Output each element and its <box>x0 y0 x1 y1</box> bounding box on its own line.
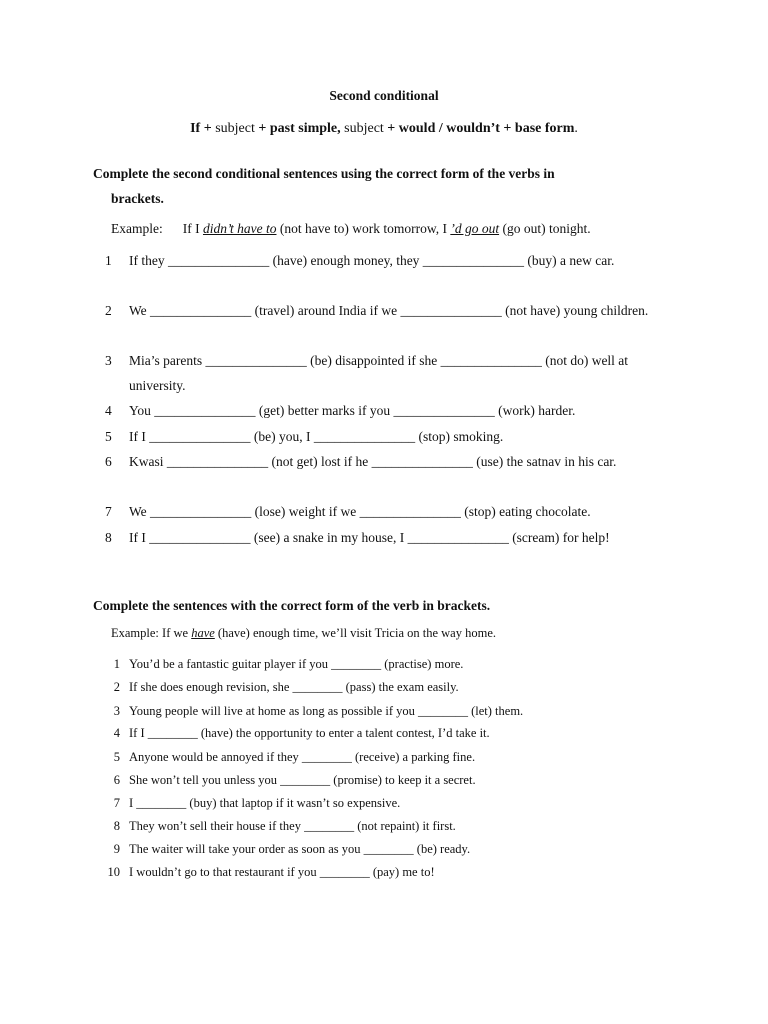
item-number: 3 <box>113 704 120 718</box>
section1-example-answer2: ’d go out <box>450 221 500 236</box>
item-number: 7 <box>105 504 112 519</box>
item-number: 8 <box>113 819 120 833</box>
item-text: Kwasi _______________ (not get) lost if he _______________ (use) the satnav in his car. <box>129 454 617 469</box>
section2-example <box>111 626 496 641</box>
item-number: 1 <box>113 657 120 671</box>
item-number: 6 <box>113 773 120 787</box>
item-number: 2 <box>105 303 112 318</box>
item-text: I ________ (buy) that laptop if it wasn’t so expensive. <box>129 796 401 810</box>
item-text: If I _______________ (be) you, I _______________ (stop) smoking. <box>129 429 504 444</box>
formula-subject-1: subject <box>211 121 259 136</box>
section2-instruction: Complete the sentences with the correct form of the verb in brackets. <box>93 598 491 613</box>
item-text: Mia’s parents _______________ (be) disappointed if she _______________ (not do) well at university. <box>129 353 629 393</box>
item-text: If she does enough revision, she ________ (pass) the exam easily. <box>129 680 459 694</box>
item-number: 5 <box>105 429 112 444</box>
formula-line <box>0 121 768 137</box>
item-text: If I ________ (have) the opportunity to enter a talent contest, I’d take it. <box>129 726 490 740</box>
item-number: 6 <box>105 454 112 469</box>
section1-instruction-line2: brackets. <box>111 191 164 206</box>
item-text: You’d be a fantastic guitar player if you ________ (practise) more. <box>129 657 464 671</box>
page-title: Second conditional <box>329 88 439 103</box>
section1-item <box>105 499 675 524</box>
formula-subject-2: subject <box>340 121 388 136</box>
section1-item <box>105 298 675 323</box>
section1-example-answer1: didn’t have to <box>202 221 277 236</box>
formula-plus-2: + <box>387 121 396 136</box>
section1-instruction <box>93 161 653 211</box>
section1-item <box>105 525 675 550</box>
item-number: 3 <box>105 353 112 368</box>
item-text: We _______________ (travel) around India if we _______________ (not have) young children. <box>129 303 649 318</box>
formula-past-simple: past simple, <box>266 121 341 136</box>
item-text: Anyone would be annoyed if they ________ (receive) a parking fine. <box>129 750 476 764</box>
section1-example-pre: If I <box>182 221 203 236</box>
section1-item <box>105 398 675 423</box>
item-text: We _______________ (lose) weight if we _______________ (stop) eating chocolate. <box>129 504 591 519</box>
item-text: If they _______________ (have) enough money, they _______________ (buy) a new car. <box>129 253 615 268</box>
section1-example <box>111 221 591 237</box>
item-number: 4 <box>105 403 112 418</box>
section1-example-mid: (not have to) work tomorrow, I <box>276 221 451 236</box>
formula-end: . <box>574 121 578 136</box>
section1-example-post: (go out) tonight. <box>499 221 591 236</box>
section2-example-pre: Example: If we <box>111 626 192 640</box>
item-text: If I _______________ (see) a snake in my house, I _______________ (scream) for help! <box>129 530 610 545</box>
item-number: 7 <box>113 796 120 810</box>
formula-if: If + <box>190 121 212 136</box>
item-number: 9 <box>113 842 120 856</box>
section1-item <box>105 449 675 474</box>
item-number: 10 <box>107 865 120 879</box>
section1-instruction-line1: Complete the second conditional sentences using the correct form of the verbs in <box>93 166 555 181</box>
section1-example-label: Example: <box>111 221 163 236</box>
section1-item <box>105 348 675 398</box>
formula-would: would / wouldn’t + base form <box>395 121 575 136</box>
item-number: 5 <box>113 750 120 764</box>
item-text: The waiter will take your order as soon as you ________ (be) ready. <box>129 842 471 856</box>
item-number: 1 <box>105 253 112 268</box>
formula-plus-1: + <box>258 121 267 136</box>
item-text: I wouldn’t go to that restaurant if you ________ (pay) me to! <box>129 865 435 879</box>
item-text: She won’t tell you unless you ________ (promise) to keep it a secret. <box>129 773 476 787</box>
item-text: You _______________ (get) better marks if you _______________ (work) harder. <box>129 403 576 418</box>
section2-example-answer: have <box>191 626 215 640</box>
item-number: 2 <box>113 680 120 694</box>
section2-example-post: (have) enough time, we’ll visit Tricia on the way home. <box>214 626 496 640</box>
item-number: 8 <box>105 530 112 545</box>
item-text: Young people will live at home as long as possible if you ________ (let) them. <box>129 704 524 718</box>
section1-item <box>105 248 675 273</box>
item-text: They won’t sell their house if they ________ (not repaint) it first. <box>129 819 456 833</box>
section1-item <box>105 424 675 449</box>
item-number: 4 <box>113 726 120 740</box>
